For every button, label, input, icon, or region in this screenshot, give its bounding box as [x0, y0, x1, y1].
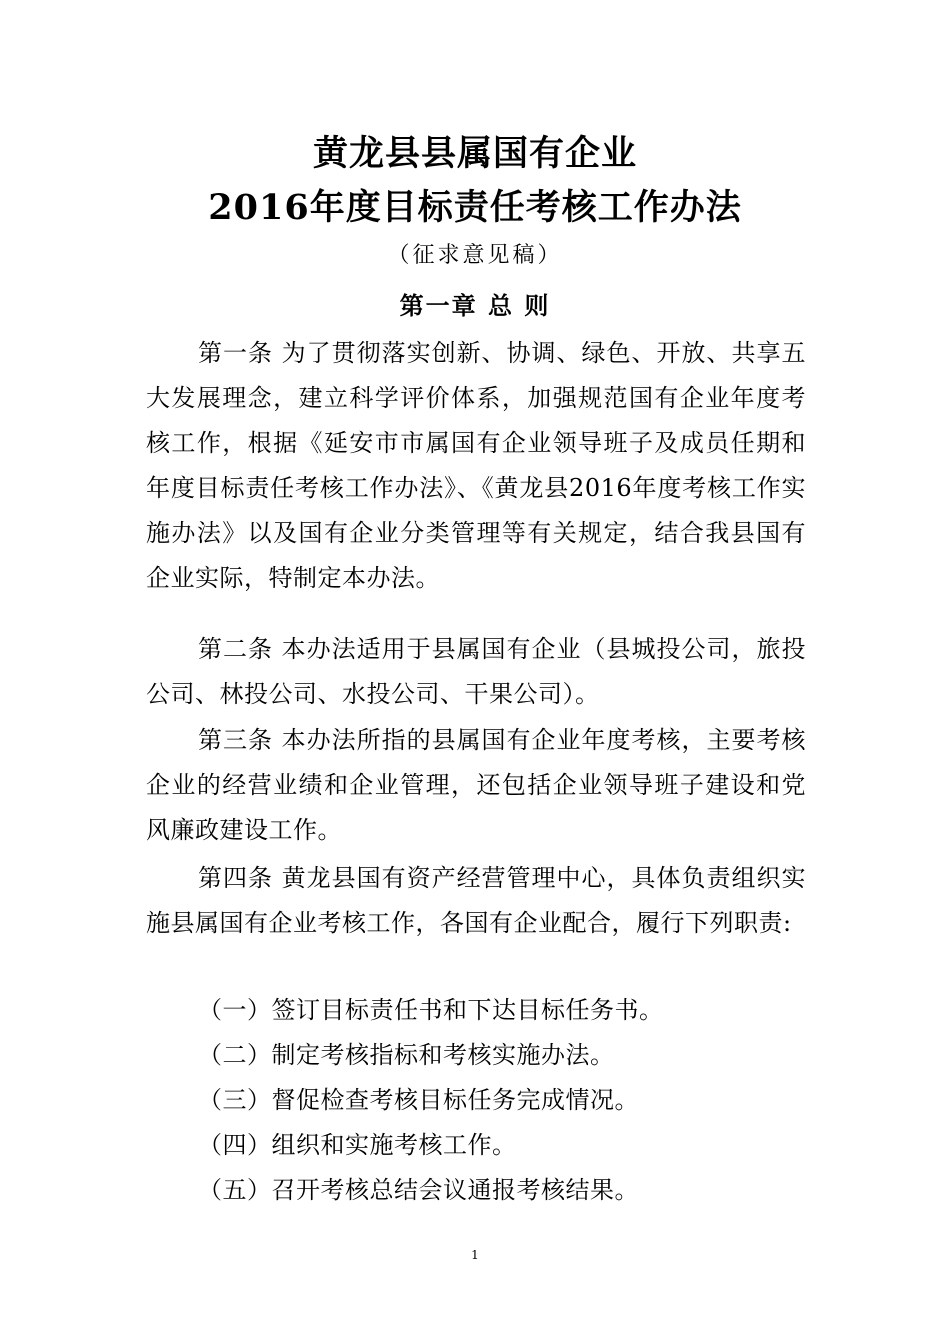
document-subtitle: （征求意见稿）	[387, 243, 563, 268]
page-number: 1	[471, 1248, 479, 1262]
article-3-paragraph: 第三条 本办法所指的县属国有企业年度考核，主要考核企业的经营业绩和企业管理，还包括企业领导班子建设和党风廉政建设工作。	[146, 726, 806, 844]
article-2-paragraph: 第二条 本办法适用于县属国有企业（县城投公司，旅投公司、林投公司、水投公司、干果公司）。	[146, 635, 806, 708]
duty-item: （四）组织和实施考核工作。	[198, 1131, 517, 1159]
article-4-paragraph: 第四条 黄龙县国有资产经营管理中心，具体负责组织实施县属国有企业考核工作，各国有企业配合，履行下列职责:	[146, 864, 806, 937]
chapter-heading: 第一章 总 则	[399, 292, 551, 320]
duty-item: （三）督促检查考核目标任务完成情况。	[198, 1086, 639, 1114]
document-title-line2: 2016年度目标责任考核工作办法	[208, 187, 742, 228]
document-title-line1: 黄龙县县属国有企业	[312, 133, 637, 174]
duty-item: （五）召开考核总结会议通报考核结果。	[198, 1176, 639, 1204]
duty-item: （二）制定考核指标和考核实施办法。	[198, 1041, 615, 1069]
article-1-paragraph: 第一条 为了贯彻落实创新、协调、绿色、开放、共享五大发展理念，建立科学评价体系，加强规范国有企业年度考核工作，根据《延安市市属国有企业领导班子及成员任期和年度目标责任考核工作办法》、《黄龙县2016年度考核工作实施办法》以及国有企业分类管理等有关规定，结合我县国有企业实际，特制定本办法。	[146, 339, 806, 592]
duty-item: （一）签订目标责任书和下达目标任务书。	[198, 996, 664, 1024]
